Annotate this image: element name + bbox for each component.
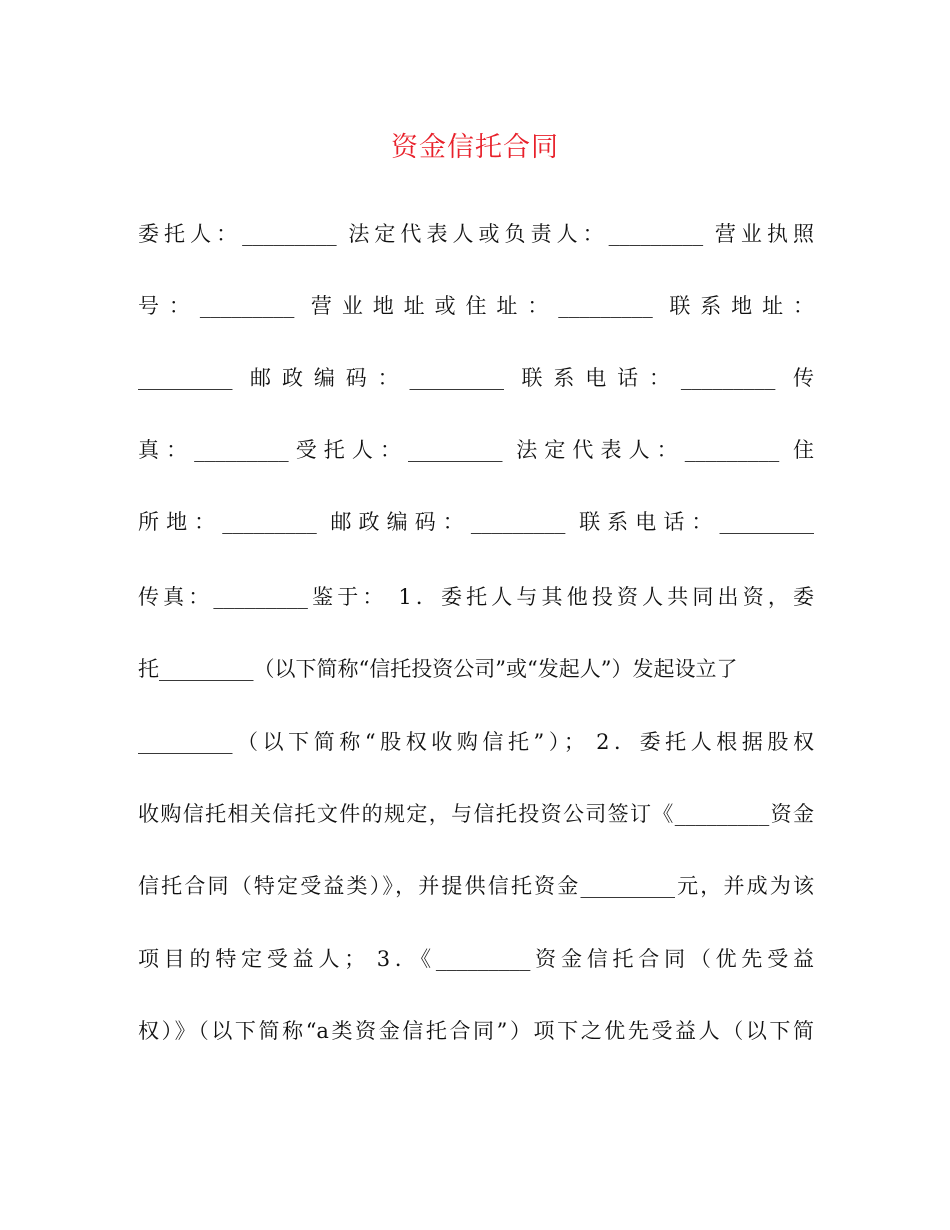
body-line-8: _________（以下简称“股权收购信托”）； 2．委托人根据股权: [138, 730, 814, 754]
body-line-4: 真：_________受托人：_________ 法定代表人：_________ 住: [138, 438, 814, 462]
body-line-2: 号：_________ 营业地址或住址：_________ 联系地址：: [138, 294, 814, 318]
body-line-7: 托_________（以下简称“信托投资公司”或“发起人”）发起设立了: [138, 657, 738, 681]
body-line-1: 委托人：_________ 法定代表人或负责人：_________ 营业执照: [138, 222, 814, 246]
body-line-3: _________ 邮政编码：_________ 联系电话：_________ 传: [138, 366, 814, 390]
document-title: 资金信托合同: [391, 132, 559, 163]
body-line-9: 收购信托相关信托文件的规定，与信托投资公司签订《_________资金: [138, 802, 814, 826]
body-line-11: 项目的特定受益人； 3．《_________资金信托合同（优先受益: [138, 947, 814, 971]
body-line-5: 所地：_________ 邮政编码：_________ 联系电话：_________: [138, 510, 814, 534]
body-line-10: 信托合同（特定受益类）》，并提供信托资金_________元，并成为该: [138, 874, 814, 898]
body-line-6: 传真：_________鉴于： 1．委托人与其他投资人共同出资，委: [138, 585, 814, 609]
body-line-12: 权）》（以下简称“a类资金信托合同”）项下之优先受益人（以下简: [138, 1019, 814, 1043]
